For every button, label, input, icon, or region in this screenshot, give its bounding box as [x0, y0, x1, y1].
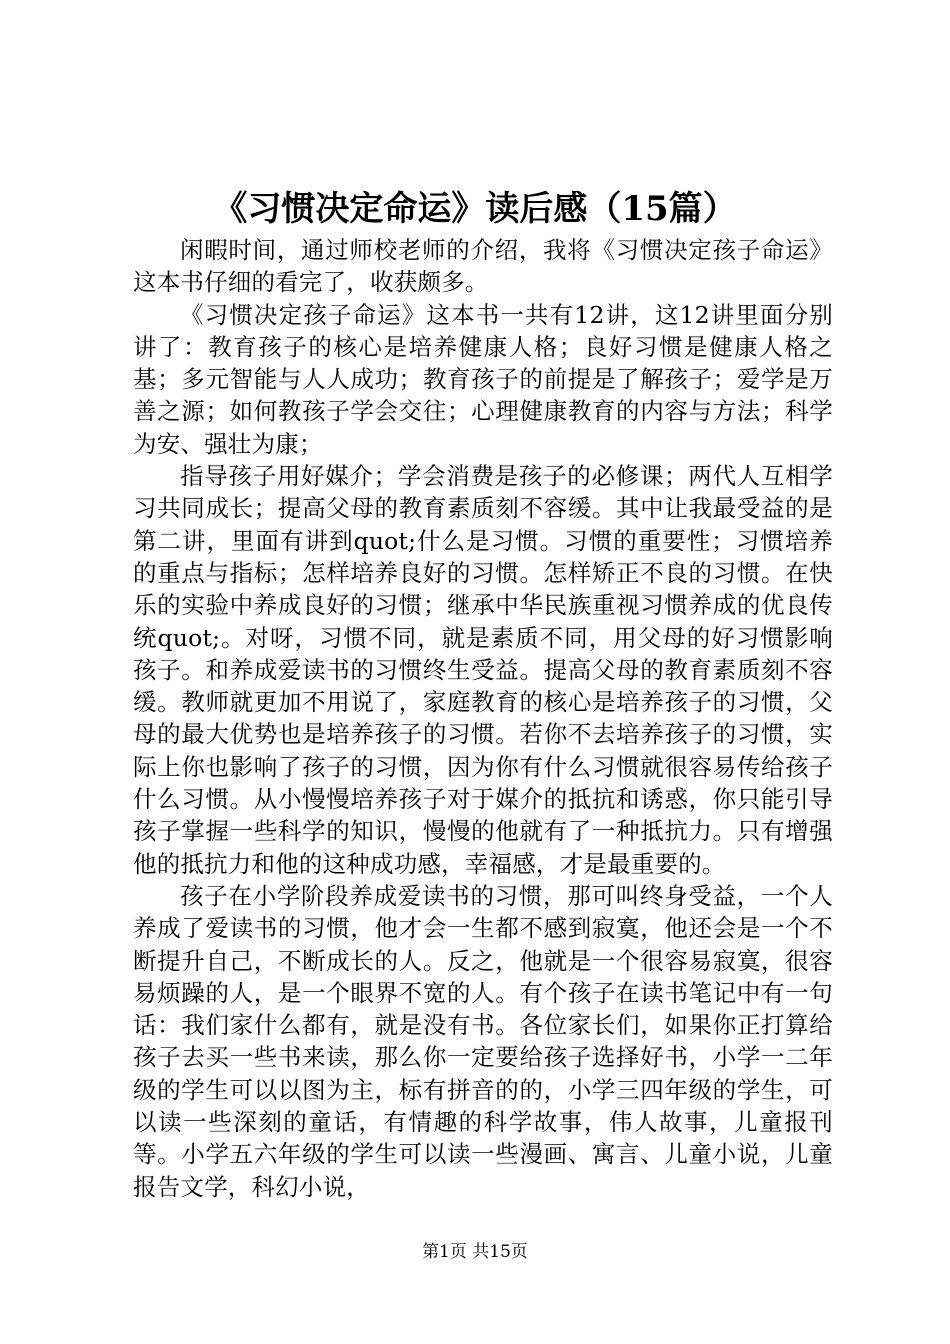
paragraph-3: 指导孩子用好媒介；学会消费是孩子的必修课；两代人互相学习共同成长；提高父母的教育素质刻不容缓。其中让我最受益的是第二讲，里面有讲到quot;什么是习惯。习惯的重要性；习惯培养的重点与指标；怎样培养良好的习惯。怎样矫正不良的习惯。在快乐的实验中养成良好的习惯；继承中华民族重视习惯养成的优良传统quot;。对呀，习惯不同，就是素质不同，用父母的好习惯影响孩子。和养成爱读书的习惯终生受益。提高父母的教育素质刻不容缓。教师就更加不用说了，家庭教育的核心是培养孩子的习惯，父母的最大优势也是培养孩子的习惯。若你不去培养孩子的习惯，实际上你也影响了孩子的习惯，因为你有什么习惯就很容易传给孩子什么习惯。从小慢慢培养孩子对于媒介的抵抗和诱惑，你只能引导孩子掌握一些科学的知识，慢慢的他就有了一种抵抗力。只有增强他的抵抗力和他的这种成功感，幸福感，才是最重要的。: [133, 462, 833, 878]
document-body: [133, 234, 833, 1203]
page-number-footer: 第1页 共15页: [422, 1242, 528, 1262]
paragraph-2: 《习惯决定孩子命运》这本书一共有12讲，这12讲里面分别讲了：教育孩子的核心是培养健康人格；良好习惯是健康人格之基；多元智能与人人成功；教育孩子的前提是了解孩子；爱学是万善之源；如何教孩子学会交往；心理健康教育的内容与方法；科学为安、强壮为康；: [133, 300, 833, 458]
paragraph-1: 闲暇时间，通过师校老师的介绍，我将《习惯决定孩子命运》这本书仔细的看完了，收获颇多。: [133, 236, 833, 297]
paragraph-4: 孩子在小学阶段养成爱读书的习惯，那可叫终身受益，一个人养成了爱读书的习惯，他才会一生都不感到寂寞，他还会是一个不断提升自己，不断成长的人。反之，他就是一个很容易寂寞，很容易烦躁的人，是一个眼界不宽的人。有个孩子在读书笔记中有一句话：我们家什么都有，就是没有书。各位家长们，如果你正打算给孩子去买一些书来读，那么你一定要给孩子选择好书，小学一二年级的学生可以以图为主，标有拼音的的，小学三四年级的学生，可以读一些深刻的童话，有情趣的科学故事，伟人故事，儿童报刊等。小学五六年级的学生可以读一些漫画、寓言、儿童小说，儿童报告文学，科幻小说，: [133, 881, 833, 1201]
document-title: 《习惯决定命运》读后感（15篇）: [213, 189, 737, 229]
